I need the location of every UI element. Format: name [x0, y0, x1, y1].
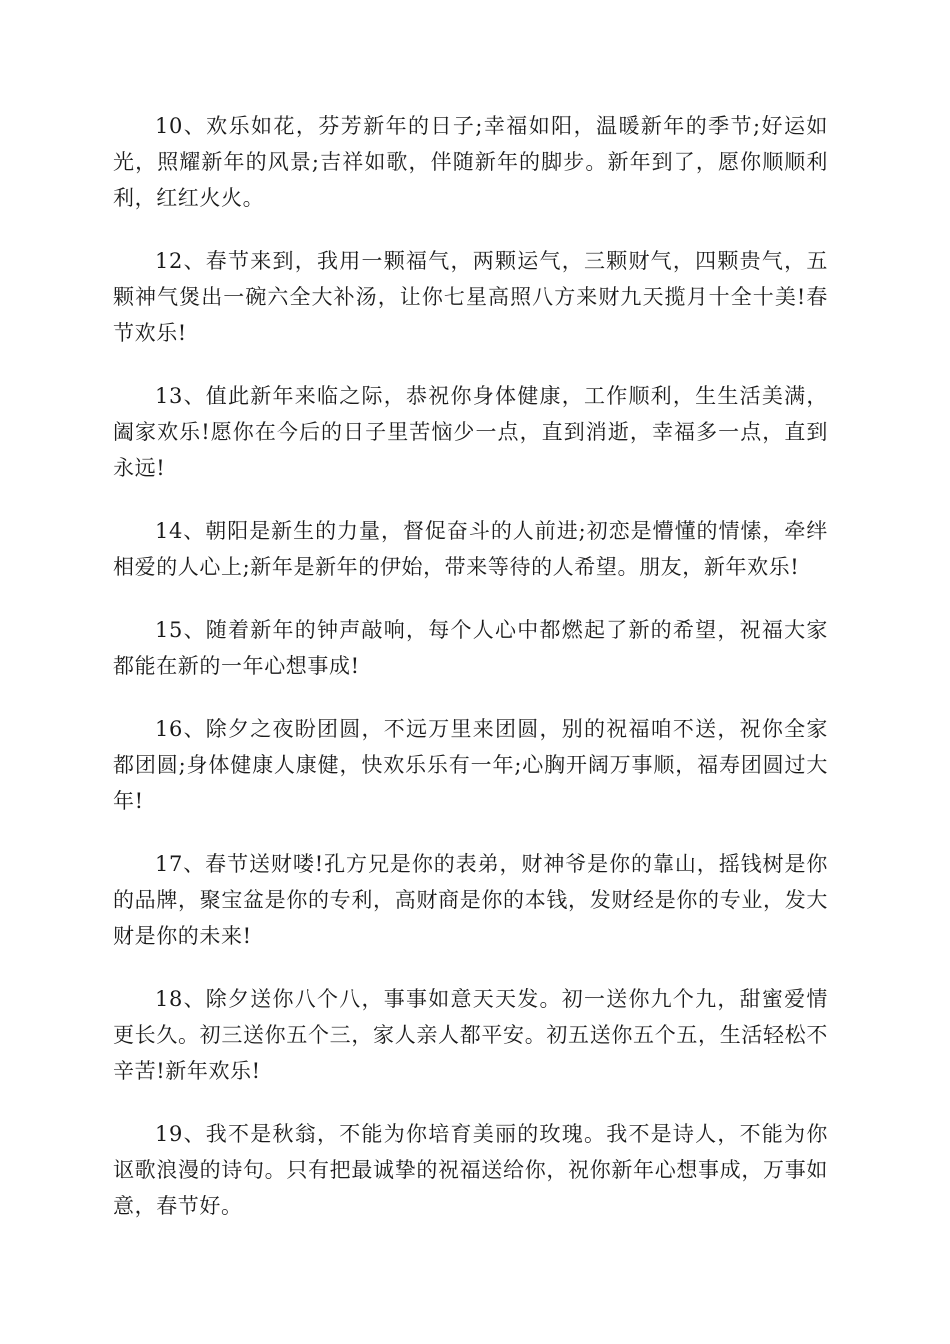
paragraph-18: 18、除夕送你八个八，事事如意天天发。初一送你九个九，甜蜜爱情更长久。初三送你五个三，家人亲人都平安。初五送你五个五，生活轻松不辛苦!新年欢乐! [113, 987, 828, 1083]
paragraph-13: 13、值此新年来临之际，恭祝你身体健康，工作顺利，生生活美满，阖家欢乐!愿你在今后的日子里苦恼少一点，直到消逝，幸福多一点，直到永远! [113, 384, 828, 480]
paragraph-17: 17、春节送财喽!孔方兄是你的表弟，财神爷是你的靠山，摇钱树是你的品牌，聚宝盆是你的专利，高财商是你的本钱，发财经是你的专业，发大财是你的未来! [113, 852, 828, 948]
paragraph-12: 12、春节来到，我用一颗福气，两颗运气，三颗财气，四颗贵气，五颗神气煲出一碗六全大补汤，让你七星高照八方来财九天揽月十全十美!春节欢乐! [113, 249, 828, 345]
document-body [113, 108, 828, 1251]
paragraph-10: 10、欢乐如花，芬芳新年的日子;幸福如阳，温暖新年的季节;好运如光，照耀新年的风景;吉祥如歌，伴随新年的脚步。新年到了，愿你顺顺利利，红红火火。 [113, 114, 828, 210]
paragraph-15: 15、随着新年的钟声敲响，每个人心中都燃起了新的希望，祝福大家都能在新的一年心想事成! [113, 618, 828, 678]
paragraph-14: 14、朝阳是新生的力量，督促奋斗的人前进;初恋是懵懂的情愫，牵绊相爱的人心上;新年是新年的伊始，带来等待的人希望。朋友，新年欢乐! [113, 519, 828, 579]
paragraph-16: 16、除夕之夜盼团圆，不远万里来团圆，别的祝福咱不送，祝你全家都团圆;身体健康人康健，快欢乐乐有一年;心胸开阔万事顺，福寿团圆过大年! [113, 717, 828, 813]
paragraph-19: 19、我不是秋翁，不能为你培育美丽的玫瑰。我不是诗人，不能为你讴歌浪漫的诗句。只有把最诚挚的祝福送给你，祝你新年心想事成，万事如意，春节好。 [113, 1122, 828, 1218]
